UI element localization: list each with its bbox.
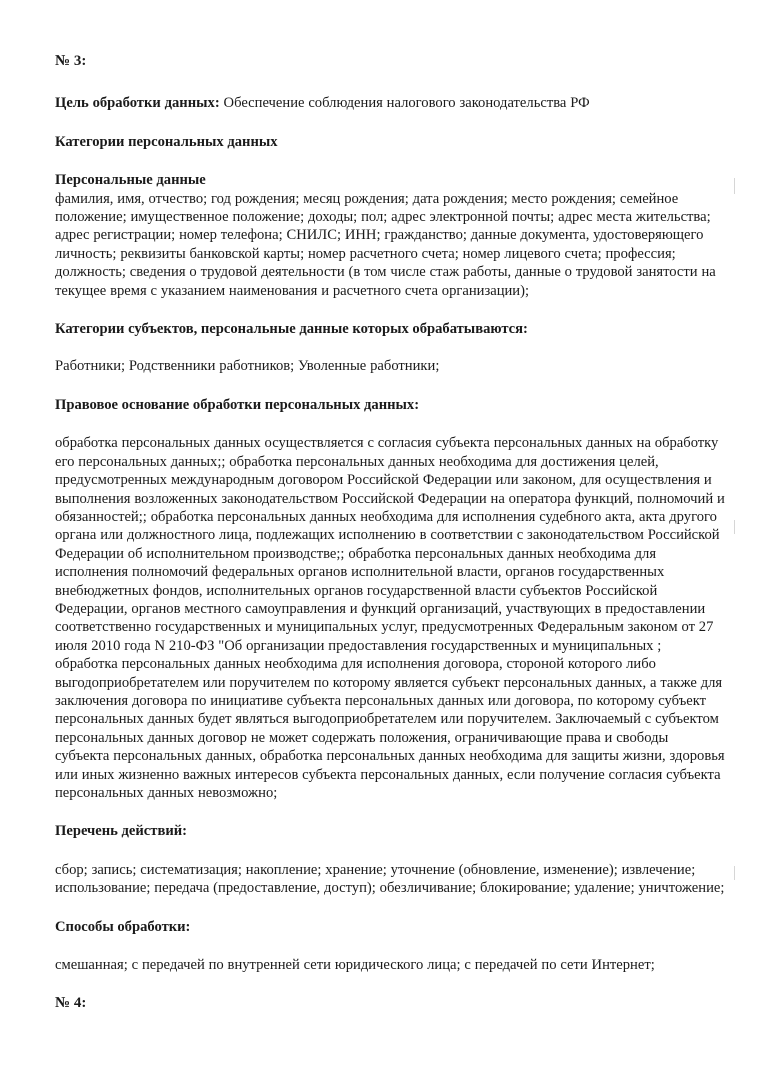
scan-mark [734,178,735,194]
categories-heading: Категории персональных данных [55,133,278,150]
actions-heading: Перечень действий: [55,823,188,840]
purpose-value: Обеспечение соблюдения налогового законодательства РФ [223,95,590,112]
legal-basis-heading: Правовое основание обработки персональных данных: [55,396,420,413]
scan-mark [734,520,735,534]
purpose-line [55,94,725,112]
methods-text: смешанная; с передачей по внутренней сети юридического лица; с передачей по сети Интернет; [55,957,655,974]
legal-basis-text: обработка персональных данных осуществляется с согласия субъекта персональных данных на обработку его персональных данных;; обработка персональных данных необходима для достижения целей, предусмотренных международным договором Российской Федерации или законом, для осуществления и выполнения возложенных законодательством Российской Федерации на оператора функций, полномочий и обязанностей;; обработка персональных данных необходима для исполнения судебного акта, акта другого органа или должностного лица, подлежащих исполнению в соответствии с законодательством Российской Федерации об исполнительном производстве;; обработка персональных данных необходима для исполнения полномочий федеральных органов исполнительной власти, органов государственных внебюджетных фондов, исполнительных органов государственной власти субъектов Российской Федерации, органов местного самоуправления и функций организаций, участвующих в предоставлении соответственно государственных и муниципальных услуг, предусмотренных Федеральным законом от 27 июля 2010 года N 210-ФЗ "Об организации предоставления государственных и муниципальных ; обработка персональных данных необходима для исполнения договора, стороной которого либо выгодоприобретателем или поручителем по которому является субъект персональных данных, а также для заключения договора по инициативе субъекта персональных данных или договора, по которому субъект персональных данных будет являться выгодоприобретателем или поручителем. Заключаемый с субъектом персональных данных договор не может содержать положения, ограничивающие права и свободы субъекта персональных данных, обработка персональных данных необходима для защиты жизни, здоровья или иных жизненно важных интересов субъекта персональных данных, если получение согласия субъекта персональных данных невозможно; [55,435,725,801]
section-3-number: № 3: [55,53,87,69]
document-content [55,52,725,1013]
purpose-label: Цель обработки данных: [55,95,220,112]
section-4-number: № 4: [55,995,87,1012]
methods-heading: Способы обработки: [55,918,191,935]
subjects-heading: Категории субъектов, персональные данные которых обрабатываются: [55,321,528,338]
personal-data-text: фамилия, имя, отчество; год рождения; месяц рождения; дата рождения; место рождения; семейное положение; имущественное положение; доходы; пол; адрес электронной почты; адрес места жительства; адрес регистрации; номер телефона; СНИЛС; ИНН; гражданство; данные документа, удостоверяющего личность; реквизиты банковской карты; номер расчетного счета; номер лицевого счета; профессия; должность; сведения о трудовой деятельности (в том числе стаж работы, данные о трудовой занятости на текущее время с указанием наименования и расчетного счета организации); [55,190,716,299]
scan-mark [734,866,735,880]
actions-text: сбор; запись; систематизация; накопление; хранение; уточнение (обновление, изменение); извлечение; использование; передача (предоставление, доступ); обезличивание; блокирование; удаление; уничтожение; [55,861,725,897]
subjects-text: Работники; Родственники работников; Уволенные работники; [55,358,440,375]
personal-data-heading: Персональные данные [55,172,206,189]
